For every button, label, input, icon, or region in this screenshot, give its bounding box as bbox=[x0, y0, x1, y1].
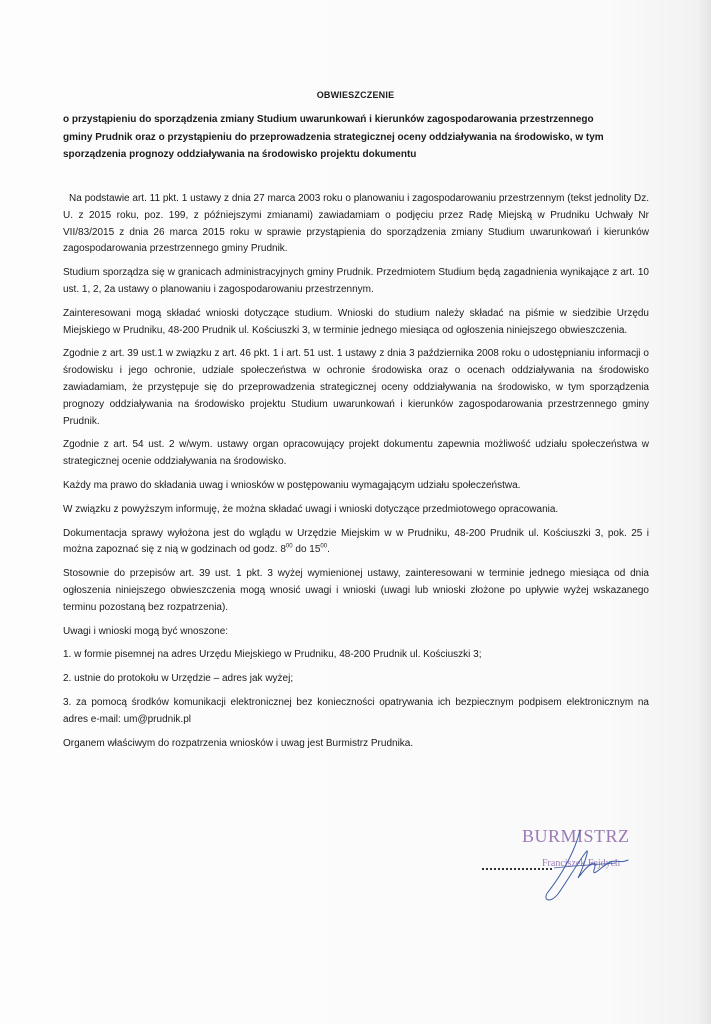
paragraph-environmental-assessment: Zgodnie z art. 39 ust.1 w związku z art. 46 pkt. 1 i art. 51 ust. 1 ustawy z dnia 3 października 2008 roku o udostępnianiu informacji o środowisku i jego ochronie, udziale społeczeństwa w ochronie środowiska oraz o ocenach oddziaływania na środowisko zawiadamiam, że przystępuje się do przeprowadzenia strategicznej oceny oddziaływania na środowisko, w tym sporządzenia prognozy oddziaływania na środowisko projektu Studium uwarunkowań i kierunków zagospodarowania przestrzennego gminy Prudnik. bbox=[63, 348, 649, 427]
list-item-oral: 2. ustnie do protokołu w Urzędzie – adres jak wyżej; bbox=[63, 673, 294, 685]
paragraph-public-participation: Zgodnie z art. 54 ust. 2 w/wym. ustawy organ opracowujący projekt dokumentu zapewnia możliwość udziału społeczeństwa w strategicznej ocenie oddziaływania na środowisko. bbox=[63, 439, 649, 468]
documentation-text-mid: do 15 bbox=[292, 544, 321, 556]
documentation-text-end: . bbox=[327, 544, 330, 556]
documentation-text: Dokumentacja sprawy wyłożona jest do wglądu w Urzędzie Miejskim w w Prudniku, 48-200 Prudnik ul. Kościuszki 3, pok. 25 i można zapoznać się z nią w godzinach od godz. 8 bbox=[63, 527, 649, 556]
notice-body bbox=[63, 191, 649, 759]
paragraph-study-scope: Studium sporządza się w granicach administracyjnych gminy Prudnik. Przedmiotem Studium będą zagadnienia wynikające z art. 10 ust. 1, 2, 2a ustawy o planowaniu i zagospodarowaniu przestrzennym. bbox=[63, 267, 649, 295]
stamp-title: BURMISTRZ bbox=[522, 826, 630, 846]
handwritten-signature-icon bbox=[520, 822, 640, 912]
notice-title: OBWIESZCZENIE bbox=[316, 90, 395, 100]
hour-start-superscript: 00 bbox=[285, 544, 293, 551]
list-item-electronic: 3. za pomocą środków komunikacji elektronicznej bez konieczności opatrywania ich bezpiecznym podpisem elektronicznym na adres e-mail: um@prudnik.pl bbox=[63, 696, 649, 725]
hour-end-superscript: 00 bbox=[320, 544, 328, 551]
paragraph-submission-info: Zainteresowani mogą składać wnioski dotyczące studium. Wnioski do studium należy składać na piśmie w siedzibie Urzędu Miejskiego w Prudniku, 48-200 Prudnik ul. Kościuszki 3, w terminie jednego miesiąca od ogłoszenia niniejszego obwieszczenia. bbox=[63, 307, 649, 336]
paragraph-documentation-hours bbox=[63, 526, 649, 560]
paragraph-deadline: Stosownie do przepisów art. 39 ust. 1 pkt. 3 wyżej wymienionej ustawy, zainteresowani w terminie jednego miesiąca od dnia ogłoszenia niniejszego obwieszczenia mogą wnosić uwagi i wnioski (uwagi lub wnioski złożone po upływie wyżej wskazanego terminu pozostaną bez rozpatrzenia). bbox=[63, 568, 649, 613]
paragraph-submission-methods-intro: Uwagi i wnioski mogą być wnoszone: bbox=[63, 625, 229, 637]
paragraph-legal-basis: Na podstawie art. 11 pkt. 1 ustawy z dnia 27 marca 2003 roku o planowaniu i zagospodarowaniu przestrzennym (tekst jednolity Dz. U. z 2015 roku, poz. 199, z późniejszymi zmianami) zawiadamiam o podjęciu przez Radę Miejską w Prudniku Uchwały Nr VII/83/2015 z dnia 26 marca 2015 roku w sprawie przystąpienia do sporządzenia zmiany Studium uwarunkowań i kierunków zagospodarowania przestrzennego gminy Prudnik. bbox=[63, 193, 649, 255]
paragraph-information: W związku z powyższym informuję, że można składać uwagi i wnioski dotyczące przedmiotowego opracowania. bbox=[63, 503, 559, 515]
notice-subject: o przystąpieniu do sporządzenia zmiany Studium uwarunkowań i kierunków zagospodarowania przestrzennego gminy Prudnik oraz o przystąpieniu do przeprowadzenia strategicznej oceny oddziaływania na środowisko, w tym sporządzenia prognozy oddziaływania na środowisko projektu dokumentu bbox=[63, 114, 604, 160]
page-shadow-edge bbox=[697, 0, 711, 1024]
list-item-written: 1. w formie pisemnej na adres Urzędu Miejskiego w Prudniku, 48-200 Prudnik ul. Kościuszki 3; bbox=[63, 649, 482, 661]
signature-stamp bbox=[480, 822, 660, 912]
stamp-name: Franciszek Fejdych bbox=[542, 858, 621, 869]
paragraph-competent-authority: Organem właściwym do rozpatrzenia wniosków i uwag jest Burmistrz Prudnika. bbox=[63, 737, 414, 749]
paragraph-right-to-comment: Każdy ma prawo do składania uwag i wniosków w postępowaniu wymagającym udziału społeczeństwa. bbox=[63, 479, 521, 491]
